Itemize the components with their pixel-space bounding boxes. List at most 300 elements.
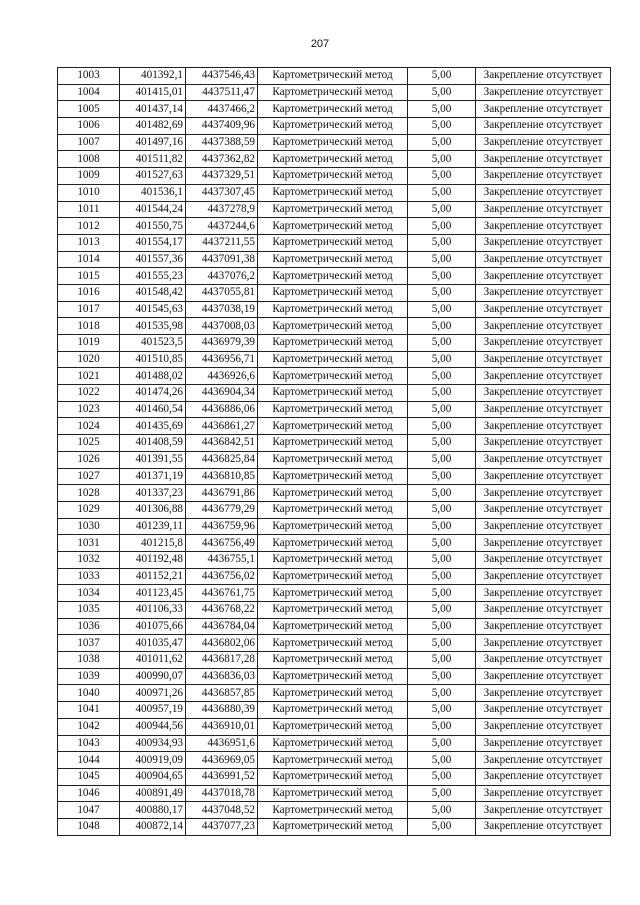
x-coordinate-cell: 401035,47 [120, 635, 186, 652]
method-cell: Картометрический метод [258, 385, 408, 402]
fixing-cell: Закрепление отсутствует [476, 234, 611, 251]
precision-cell: 5,00 [408, 785, 476, 802]
fixing-cell: Закрепление отсутствует [476, 785, 611, 802]
fixing-cell: Закрепление отсутствует [476, 301, 611, 318]
method-cell: Картометрический метод [258, 201, 408, 218]
x-coordinate-cell: 401415,01 [120, 84, 186, 101]
x-coordinate-cell: 400934,93 [120, 735, 186, 752]
fixing-cell: Закрепление отсутствует [476, 551, 611, 568]
precision-cell: 5,00 [408, 668, 476, 685]
point-number-cell: 1008 [58, 151, 120, 168]
method-cell: Картометрический метод [258, 401, 408, 418]
fixing-cell: Закрепление отсутствует [476, 68, 611, 85]
x-coordinate-cell: 400919,09 [120, 752, 186, 769]
precision-cell: 5,00 [408, 101, 476, 118]
precision-cell: 5,00 [408, 752, 476, 769]
method-cell: Картометрический метод [258, 818, 408, 835]
method-cell: Картометрический метод [258, 618, 408, 635]
fixing-cell: Закрепление отсутствует [476, 652, 611, 669]
x-coordinate-cell: 400904,65 [120, 768, 186, 785]
method-cell: Картометрический метод [258, 335, 408, 352]
fixing-cell: Закрепление отсутствует [476, 151, 611, 168]
method-cell: Картометрический метод [258, 535, 408, 552]
method-cell: Картометрический метод [258, 518, 408, 535]
point-number-cell: 1015 [58, 268, 120, 285]
fixing-cell: Закрепление отсутствует [476, 168, 611, 185]
fixing-cell: Закрепление отсутствует [476, 201, 611, 218]
precision-cell: 5,00 [408, 768, 476, 785]
x-coordinate-cell: 401106,33 [120, 602, 186, 619]
point-number-cell: 1017 [58, 301, 120, 318]
precision-cell: 5,00 [408, 735, 476, 752]
point-number-cell: 1048 [58, 818, 120, 835]
y-coordinate-cell: 4437091,38 [186, 251, 258, 268]
method-cell: Картометрический метод [258, 151, 408, 168]
method-cell: Картометрический метод [258, 752, 408, 769]
method-cell: Картометрический метод [258, 468, 408, 485]
x-coordinate-cell: 401511,82 [120, 151, 186, 168]
point-number-cell: 1040 [58, 685, 120, 702]
y-coordinate-cell: 4436836,03 [186, 668, 258, 685]
table-row [58, 501, 611, 518]
y-coordinate-cell: 4436756,02 [186, 568, 258, 585]
precision-cell: 5,00 [408, 201, 476, 218]
point-number-cell: 1043 [58, 735, 120, 752]
fixing-cell: Закрепление отсутствует [476, 718, 611, 735]
point-number-cell: 1038 [58, 652, 120, 669]
precision-cell: 5,00 [408, 802, 476, 819]
method-cell: Картометрический метод [258, 802, 408, 819]
table-row [58, 184, 611, 201]
fixing-cell: Закрепление отсутствует [476, 468, 611, 485]
point-number-cell: 1044 [58, 752, 120, 769]
point-number-cell: 1037 [58, 635, 120, 652]
y-coordinate-cell: 4436791,86 [186, 485, 258, 502]
method-cell: Картометрический метод [258, 718, 408, 735]
y-coordinate-cell: 4436759,96 [186, 518, 258, 535]
y-coordinate-cell: 4436755,1 [186, 551, 258, 568]
point-number-cell: 1007 [58, 134, 120, 151]
y-coordinate-cell: 4437211,55 [186, 234, 258, 251]
fixing-cell: Закрепление отсутствует [476, 268, 611, 285]
method-cell: Картометрический метод [258, 134, 408, 151]
method-cell: Картометрический метод [258, 785, 408, 802]
table-row [58, 635, 611, 652]
point-number-cell: 1004 [58, 84, 120, 101]
point-number-cell: 1005 [58, 101, 120, 118]
precision-cell: 5,00 [408, 551, 476, 568]
method-cell: Картометрический метод [258, 234, 408, 251]
x-coordinate-cell: 400891,49 [120, 785, 186, 802]
fixing-cell: Закрепление отсутствует [476, 818, 611, 835]
precision-cell: 5,00 [408, 635, 476, 652]
point-number-cell: 1036 [58, 618, 120, 635]
y-coordinate-cell: 4436779,29 [186, 501, 258, 518]
table-row [58, 84, 611, 101]
table-row [58, 68, 611, 85]
method-cell: Картометрический метод [258, 652, 408, 669]
y-coordinate-cell: 4437008,03 [186, 318, 258, 335]
y-coordinate-cell: 4437362,82 [186, 151, 258, 168]
point-number-cell: 1045 [58, 768, 120, 785]
precision-cell: 5,00 [408, 401, 476, 418]
table-row [58, 251, 611, 268]
precision-cell: 5,00 [408, 451, 476, 468]
x-coordinate-cell: 401123,45 [120, 585, 186, 602]
coordinates-table [57, 67, 611, 836]
point-number-cell: 1019 [58, 335, 120, 352]
table-row [58, 351, 611, 368]
table-row [58, 668, 611, 685]
table-row [58, 101, 611, 118]
x-coordinate-cell: 401391,55 [120, 451, 186, 468]
fixing-cell: Закрепление отсутствует [476, 702, 611, 719]
table-row [58, 535, 611, 552]
y-coordinate-cell: 4436761,75 [186, 585, 258, 602]
fixing-cell: Закрепление отсутствует [476, 184, 611, 201]
x-coordinate-cell: 401523,5 [120, 335, 186, 352]
method-cell: Картометрический метод [258, 101, 408, 118]
precision-cell: 5,00 [408, 385, 476, 402]
y-coordinate-cell: 4436979,39 [186, 335, 258, 352]
precision-cell: 5,00 [408, 268, 476, 285]
table-row [58, 551, 611, 568]
table-row [58, 785, 611, 802]
x-coordinate-cell: 401482,69 [120, 118, 186, 135]
fixing-cell: Закрепление отсутствует [476, 84, 611, 101]
point-number-cell: 1032 [58, 551, 120, 568]
y-coordinate-cell: 4436951,6 [186, 735, 258, 752]
method-cell: Картометрический метод [258, 501, 408, 518]
y-coordinate-cell: 4436817,28 [186, 652, 258, 669]
precision-cell: 5,00 [408, 84, 476, 101]
point-number-cell: 1026 [58, 451, 120, 468]
precision-cell: 5,00 [408, 702, 476, 719]
point-number-cell: 1042 [58, 718, 120, 735]
x-coordinate-cell: 401557,36 [120, 251, 186, 268]
precision-cell: 5,00 [408, 518, 476, 535]
y-coordinate-cell: 4436842,51 [186, 435, 258, 452]
precision-cell: 5,00 [408, 318, 476, 335]
x-coordinate-cell: 401371,19 [120, 468, 186, 485]
fixing-cell: Закрепление отсутствует [476, 351, 611, 368]
y-coordinate-cell: 4436802,06 [186, 635, 258, 652]
point-number-cell: 1003 [58, 68, 120, 85]
precision-cell: 5,00 [408, 368, 476, 385]
x-coordinate-cell: 401435,69 [120, 418, 186, 435]
precision-cell: 5,00 [408, 251, 476, 268]
table-row [58, 151, 611, 168]
y-coordinate-cell: 4437076,2 [186, 268, 258, 285]
y-coordinate-cell: 4437244,6 [186, 218, 258, 235]
method-cell: Картометрический метод [258, 551, 408, 568]
point-number-cell: 1020 [58, 351, 120, 368]
table-row [58, 368, 611, 385]
method-cell: Картометрический метод [258, 368, 408, 385]
x-coordinate-cell: 401555,23 [120, 268, 186, 285]
point-number-cell: 1011 [58, 201, 120, 218]
x-coordinate-cell: 401544,24 [120, 201, 186, 218]
method-cell: Картометрический метод [258, 118, 408, 135]
point-number-cell: 1028 [58, 485, 120, 502]
precision-cell: 5,00 [408, 568, 476, 585]
fixing-cell: Закрепление отсутствует [476, 134, 611, 151]
x-coordinate-cell: 401550,75 [120, 218, 186, 235]
y-coordinate-cell: 4437466,2 [186, 101, 258, 118]
x-coordinate-cell: 401239,11 [120, 518, 186, 535]
fixing-cell: Закрепление отсутствует [476, 118, 611, 135]
precision-cell: 5,00 [408, 585, 476, 602]
table-row [58, 602, 611, 619]
table-row [58, 735, 611, 752]
fixing-cell: Закрепление отсутствует [476, 752, 611, 769]
point-number-cell: 1029 [58, 501, 120, 518]
precision-cell: 5,00 [408, 535, 476, 552]
fixing-cell: Закрепление отсутствует [476, 418, 611, 435]
fixing-cell: Закрепление отсутствует [476, 435, 611, 452]
point-number-cell: 1023 [58, 401, 120, 418]
method-cell: Картометрический метод [258, 668, 408, 685]
table-body [58, 68, 611, 836]
table-row [58, 234, 611, 251]
fixing-cell: Закрепление отсутствует [476, 318, 611, 335]
point-number-cell: 1031 [58, 535, 120, 552]
table-row [58, 752, 611, 769]
table-row [58, 685, 611, 702]
table-row [58, 451, 611, 468]
x-coordinate-cell: 400957,19 [120, 702, 186, 719]
y-coordinate-cell: 4436904,34 [186, 385, 258, 402]
x-coordinate-cell: 401527,63 [120, 168, 186, 185]
precision-cell: 5,00 [408, 234, 476, 251]
method-cell: Картометрический метод [258, 351, 408, 368]
point-number-cell: 1035 [58, 602, 120, 619]
x-coordinate-cell: 401011,62 [120, 652, 186, 669]
x-coordinate-cell: 400944,56 [120, 718, 186, 735]
y-coordinate-cell: 4436991,52 [186, 768, 258, 785]
precision-cell: 5,00 [408, 718, 476, 735]
y-coordinate-cell: 4437018,78 [186, 785, 258, 802]
precision-cell: 5,00 [408, 335, 476, 352]
table-row [58, 435, 611, 452]
table-row [58, 284, 611, 301]
x-coordinate-cell: 400990,07 [120, 668, 186, 685]
y-coordinate-cell: 4437278,9 [186, 201, 258, 218]
precision-cell: 5,00 [408, 618, 476, 635]
precision-cell: 5,00 [408, 501, 476, 518]
table-row [58, 585, 611, 602]
method-cell: Картометрический метод [258, 702, 408, 719]
x-coordinate-cell: 401437,14 [120, 101, 186, 118]
method-cell: Картометрический метод [258, 685, 408, 702]
x-coordinate-cell: 401306,88 [120, 501, 186, 518]
x-coordinate-cell: 401488,02 [120, 368, 186, 385]
fixing-cell: Закрепление отсутствует [476, 568, 611, 585]
fixing-cell: Закрепление отсутствует [476, 368, 611, 385]
y-coordinate-cell: 4436910,01 [186, 718, 258, 735]
method-cell: Картометрический метод [258, 84, 408, 101]
point-number-cell: 1041 [58, 702, 120, 719]
fixing-cell: Закрепление отсутствует [476, 335, 611, 352]
x-coordinate-cell: 400880,17 [120, 802, 186, 819]
fixing-cell: Закрепление отсутствует [476, 685, 611, 702]
table-row [58, 201, 611, 218]
fixing-cell: Закрепление отсутствует [476, 251, 611, 268]
method-cell: Картометрический метод [258, 568, 408, 585]
y-coordinate-cell: 4437546,43 [186, 68, 258, 85]
y-coordinate-cell: 4437409,96 [186, 118, 258, 135]
point-number-cell: 1039 [58, 668, 120, 685]
table-row [58, 218, 611, 235]
table-row [58, 134, 611, 151]
precision-cell: 5,00 [408, 418, 476, 435]
table-row [58, 802, 611, 819]
precision-cell: 5,00 [408, 168, 476, 185]
x-coordinate-cell: 401536,1 [120, 184, 186, 201]
x-coordinate-cell: 401545,63 [120, 301, 186, 318]
point-number-cell: 1018 [58, 318, 120, 335]
precision-cell: 5,00 [408, 184, 476, 201]
fixing-cell: Закрепление отсутствует [476, 101, 611, 118]
fixing-cell: Закрепление отсутствует [476, 802, 611, 819]
precision-cell: 5,00 [408, 602, 476, 619]
table-row [58, 702, 611, 719]
table-row [58, 268, 611, 285]
fixing-cell: Закрепление отсутствует [476, 218, 611, 235]
table-row [58, 385, 611, 402]
y-coordinate-cell: 4437055,81 [186, 284, 258, 301]
x-coordinate-cell: 401554,17 [120, 234, 186, 251]
x-coordinate-cell: 401510,85 [120, 351, 186, 368]
y-coordinate-cell: 4437307,45 [186, 184, 258, 201]
point-number-cell: 1012 [58, 218, 120, 235]
method-cell: Картометрический метод [258, 451, 408, 468]
table-row [58, 485, 611, 502]
precision-cell: 5,00 [408, 134, 476, 151]
table-row [58, 168, 611, 185]
precision-cell: 5,00 [408, 284, 476, 301]
fixing-cell: Закрепление отсутствует [476, 501, 611, 518]
x-coordinate-cell: 401152,21 [120, 568, 186, 585]
precision-cell: 5,00 [408, 68, 476, 85]
y-coordinate-cell: 4437077,23 [186, 818, 258, 835]
method-cell: Картометрический метод [258, 735, 408, 752]
x-coordinate-cell: 401215,8 [120, 535, 186, 552]
precision-cell: 5,00 [408, 468, 476, 485]
table-row [58, 652, 611, 669]
x-coordinate-cell: 401337,23 [120, 485, 186, 502]
point-number-cell: 1013 [58, 234, 120, 251]
point-number-cell: 1030 [58, 518, 120, 535]
fixing-cell: Закрепление отсутствует [476, 668, 611, 685]
y-coordinate-cell: 4436880,39 [186, 702, 258, 719]
method-cell: Картометрический метод [258, 635, 408, 652]
method-cell: Картометрический метод [258, 585, 408, 602]
method-cell: Картометрический метод [258, 218, 408, 235]
precision-cell: 5,00 [408, 301, 476, 318]
point-number-cell: 1027 [58, 468, 120, 485]
precision-cell: 5,00 [408, 351, 476, 368]
x-coordinate-cell: 401392,1 [120, 68, 186, 85]
method-cell: Картометрический метод [258, 768, 408, 785]
table-row [58, 301, 611, 318]
table-row [58, 568, 611, 585]
precision-cell: 5,00 [408, 118, 476, 135]
y-coordinate-cell: 4437038,19 [186, 301, 258, 318]
page-number: 207 [310, 38, 330, 50]
fixing-cell: Закрепление отсутствует [476, 284, 611, 301]
table-row [58, 118, 611, 135]
fixing-cell: Закрепление отсутствует [476, 768, 611, 785]
fixing-cell: Закрепление отсутствует [476, 535, 611, 552]
method-cell: Картометрический метод [258, 602, 408, 619]
method-cell: Картометрический метод [258, 284, 408, 301]
method-cell: Картометрический метод [258, 68, 408, 85]
y-coordinate-cell: 4436825,84 [186, 451, 258, 468]
fixing-cell: Закрепление отсутствует [476, 451, 611, 468]
x-coordinate-cell: 401075,66 [120, 618, 186, 635]
table-row [58, 318, 611, 335]
fixing-cell: Закрепление отсутствует [476, 602, 611, 619]
method-cell: Картометрический метод [258, 435, 408, 452]
x-coordinate-cell: 400872,14 [120, 818, 186, 835]
precision-cell: 5,00 [408, 218, 476, 235]
precision-cell: 5,00 [408, 435, 476, 452]
precision-cell: 5,00 [408, 652, 476, 669]
y-coordinate-cell: 4436969,05 [186, 752, 258, 769]
method-cell: Картометрический метод [258, 184, 408, 201]
fixing-cell: Закрепление отсутствует [476, 635, 611, 652]
x-coordinate-cell: 401497,16 [120, 134, 186, 151]
point-number-cell: 1033 [58, 568, 120, 585]
point-number-cell: 1034 [58, 585, 120, 602]
table-row [58, 618, 611, 635]
method-cell: Картометрический метод [258, 251, 408, 268]
fixing-cell: Закрепление отсутствует [476, 585, 611, 602]
table-row [58, 401, 611, 418]
table-row [58, 418, 611, 435]
y-coordinate-cell: 4437511,47 [186, 84, 258, 101]
y-coordinate-cell: 4437388,59 [186, 134, 258, 151]
table-row [58, 818, 611, 835]
point-number-cell: 1021 [58, 368, 120, 385]
precision-cell: 5,00 [408, 685, 476, 702]
x-coordinate-cell: 401408,59 [120, 435, 186, 452]
y-coordinate-cell: 4436857,85 [186, 685, 258, 702]
fixing-cell: Закрепление отсутствует [476, 618, 611, 635]
x-coordinate-cell: 400971,26 [120, 685, 186, 702]
method-cell: Картометрический метод [258, 168, 408, 185]
point-number-cell: 1047 [58, 802, 120, 819]
point-number-cell: 1009 [58, 168, 120, 185]
y-coordinate-cell: 4436861,27 [186, 418, 258, 435]
point-number-cell: 1010 [58, 184, 120, 201]
y-coordinate-cell: 4436926,6 [186, 368, 258, 385]
y-coordinate-cell: 4436756,49 [186, 535, 258, 552]
table-row [58, 768, 611, 785]
y-coordinate-cell: 4437329,51 [186, 168, 258, 185]
table-row [58, 518, 611, 535]
point-number-cell: 1025 [58, 435, 120, 452]
y-coordinate-cell: 4436810,85 [186, 468, 258, 485]
table-row [58, 335, 611, 352]
point-number-cell: 1014 [58, 251, 120, 268]
fixing-cell: Закрепление отсутствует [476, 485, 611, 502]
x-coordinate-cell: 401474,26 [120, 385, 186, 402]
method-cell: Картометрический метод [258, 318, 408, 335]
point-number-cell: 1022 [58, 385, 120, 402]
method-cell: Картометрический метод [258, 418, 408, 435]
